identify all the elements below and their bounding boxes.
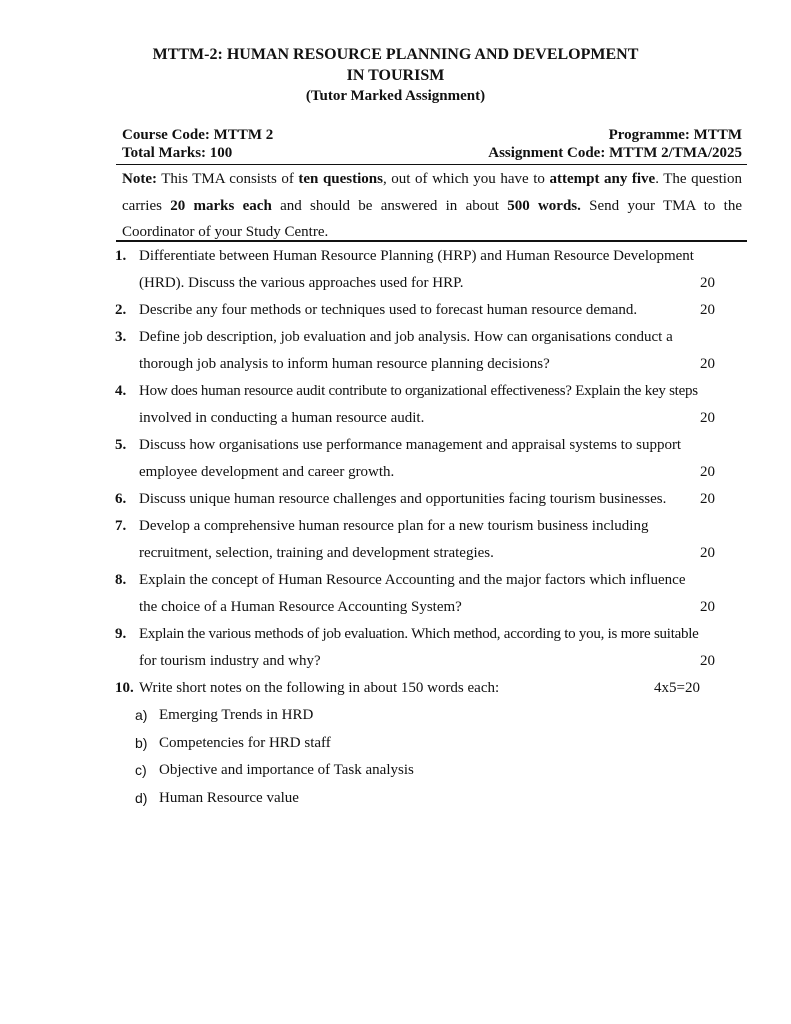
question-7	[115, 513, 755, 567]
note-emphasis: attempt any five	[549, 171, 656, 187]
question-number: 3.	[115, 329, 127, 345]
list-item-label: c)	[135, 762, 147, 778]
question-5	[115, 432, 755, 486]
short-notes-list	[115, 702, 755, 812]
question-number: 5.	[115, 437, 127, 453]
question-marks: 20	[700, 275, 715, 291]
note-emphasis: ten questions	[298, 171, 383, 187]
list-item-text: Competencies for HRD staff	[159, 734, 331, 751]
question-number: 4.	[115, 383, 127, 399]
question-3	[115, 324, 755, 378]
question-6	[115, 486, 755, 513]
list-item	[115, 757, 755, 785]
note-text: . The question carries	[122, 171, 742, 214]
note-label: Note:	[122, 171, 157, 187]
question-9	[115, 621, 755, 675]
question-text: Define job description, job evaluation and job analysis. How can organisations conduct a	[139, 329, 673, 345]
question-text: Discuss unique human resource challenges and opportunities facing tourism businesses.	[139, 491, 667, 507]
question-10	[115, 675, 755, 702]
divider	[116, 240, 747, 242]
question-text: thorough job analysis to inform human resource planning decisions?	[139, 356, 550, 372]
note-text: and should be answered in about	[271, 197, 508, 214]
question-list	[115, 243, 755, 812]
list-item	[115, 785, 755, 813]
list-item-text: Human Resource value	[159, 789, 299, 806]
list-item	[115, 702, 755, 730]
question-number: 10.	[115, 680, 134, 696]
question-text: involved in conducting a human resource audit.	[139, 410, 425, 426]
question-marks: 20	[700, 464, 715, 480]
question-number: 8.	[115, 572, 127, 588]
programme: Programme: MTTM	[608, 127, 742, 143]
question-number: 9.	[115, 626, 127, 642]
question-text: Explain the various methods of job evaluation. Which method, according to you, is more suitable	[139, 626, 699, 642]
note-emphasis: 500 words.	[507, 197, 581, 214]
list-item-label: a)	[135, 707, 148, 723]
question-text: for tourism industry and why?	[139, 653, 321, 669]
total-marks: Total Marks: 100	[122, 145, 233, 161]
question-marks: 20	[700, 302, 715, 318]
note-text: Send your TMA to the Coordinator of your Study Centre.	[122, 197, 742, 240]
note-text: This TMA consists of	[156, 171, 299, 187]
question-8	[115, 567, 755, 621]
question-text: (HRD). Discuss the various approaches used for HRP.	[139, 275, 464, 291]
course-info	[122, 126, 742, 162]
question-marks: 20	[700, 410, 715, 426]
question-text: the choice of a Human Resource Accounting System?	[139, 599, 462, 615]
question-marks: 20	[700, 356, 715, 372]
question-text: Differentiate between Human Resource Planning (HRP) and Human Resource Development	[139, 248, 694, 264]
question-number: 6.	[115, 491, 127, 507]
course-info-row	[122, 126, 742, 144]
question-number: 2.	[115, 302, 127, 318]
question-text: Describe any four methods or techniques used to forecast human resource demand.	[139, 302, 638, 318]
list-item-label: b)	[135, 734, 148, 751]
question-text: Explain the concept of Human Resource Accounting and the major factors which influence	[139, 572, 686, 588]
instructions-note	[122, 166, 742, 246]
document-title: MTTM-2: HUMAN RESOURCE PLANNING AND DEVELOPMENT	[152, 46, 639, 63]
question-text: How does human resource audit contribute to organizational effectiveness? Explain the key steps	[139, 383, 698, 399]
question-marks: 20	[700, 653, 715, 669]
question-marks: 20	[700, 599, 715, 615]
question-marks: 20	[700, 491, 715, 507]
course-info-row	[122, 144, 742, 162]
course-code: Course Code: MTTM 2	[122, 127, 274, 143]
question-number: 7.	[115, 518, 127, 534]
question-marks: 20	[700, 545, 715, 561]
list-item-text: Emerging Trends in HRD	[159, 707, 314, 723]
document-title-continued: IN TOURISM	[346, 67, 445, 84]
question-text: employee development and career growth.	[139, 464, 395, 480]
title-block	[0, 44, 791, 106]
list-item-label: d)	[135, 789, 148, 806]
question-marks: 4x5=20	[654, 680, 700, 696]
question-2	[115, 297, 755, 324]
assignment-code: Assignment Code: MTTM 2/TMA/2025	[488, 145, 742, 161]
divider	[116, 164, 747, 165]
question-text: Write short notes on the following in about 150 words each:	[139, 680, 500, 696]
note-text: , out of which you have to	[382, 171, 550, 187]
question-4	[115, 378, 755, 432]
note-emphasis: 20 marks each	[170, 197, 272, 214]
question-1	[115, 243, 755, 297]
question-text: Develop a comprehensive human resource plan for a new tourism business including	[139, 518, 649, 534]
list-item-text: Objective and importance of Task analysis	[159, 762, 414, 778]
question-number: 1.	[115, 248, 127, 264]
question-text: Discuss how organisations use performance management and appraisal systems to support	[139, 437, 682, 453]
list-item	[115, 730, 755, 758]
document-subtitle: (Tutor Marked Assignment)	[305, 88, 486, 104]
question-text: recruitment, selection, training and development strategies.	[139, 545, 494, 561]
